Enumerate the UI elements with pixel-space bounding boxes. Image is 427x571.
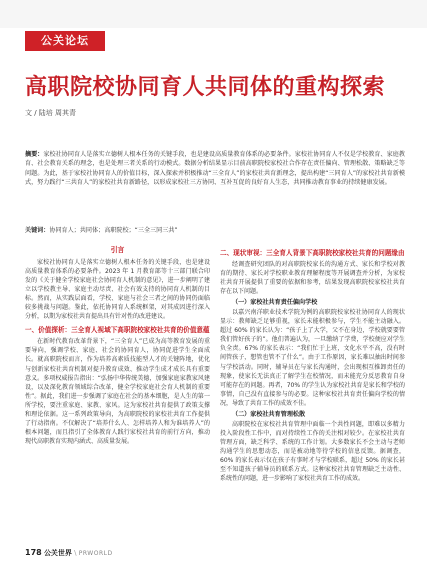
- magazine-name: 公关世界: [43, 549, 72, 557]
- section-2-2-heading: （二）家校社共育管理松散: [232, 410, 306, 418]
- section-2-1-paragraph: 以嘉兴南洋职业技术学院为例的高职院校家校社协同育人的现状显示：教师缺乏足够重视，家长未能积极参与，学生不能主动融入。超过 60% 的家长认为：“孩子上了大学，父不在身边，学校就要要管我们管好孩子的”。他们普遍认为，一旦缴纳了学费，学校便应对学生负全责。67% 的家长表示：“我们忙于上班，文化水平不高，没有时间管孩子，想管也管不了什么”。由于工作原因，家长难以抽出时间参与学校活动。同时，辅导员在与家长沟通时，会出现相互推卸责任的现象，使家长无法真正了解学生在校情况，而未能充分反思教育自身可能存在的问题。再者，70% 的学生认为家校社共育是家长和学校的事情，自己没有直接参与的必要。这种家校社共育责任偏向学校的情况，导致了共育工作的成效不佳。: [220, 309, 405, 407]
- keywords: [25, 225, 405, 234]
- page-footer: [25, 548, 113, 558]
- section-1-heading: 一、价值探析：三全育人视域下高职院校家校社共育的价值意蕴: [25, 326, 210, 335]
- footer-separator: \: [74, 549, 77, 557]
- section-2-heading: 二、现状审视：三全育人背景下高职院校家校社共育的问题缘由: [220, 249, 405, 257]
- section-2-2-paragraph: 高职院校在家校社共育管理中面临一个共性问题，即难以多精力投入阶段性工作中，而对持续性工作的关注相对较少。在家校社共育管理方面，缺乏科学、系统的工作计划。大多数家长不会主动与老师沟通学生的思想动态，而是被动地等待学校的信息反馈。据调查，60% 的家长表示仅在孩子有事时才与学校联系，超过 50% 的家长甚至不知道孩子辅导员的联系方式。这种家校社共育管理缺乏主动性、系统性的问题，进一步影响了家校社共育工作的成效。: [220, 420, 405, 483]
- section-tag: 公关论坛: [25, 31, 105, 51]
- page-number: 178: [25, 548, 42, 557]
- intro-heading: 引言: [110, 246, 125, 254]
- magazine-name-en: PRWORLD: [78, 550, 113, 557]
- keywords-label: 关键词：: [25, 227, 50, 234]
- column-right: [220, 244, 405, 483]
- abstract-label: 摘要：: [25, 151, 44, 158]
- abstract: [25, 150, 405, 188]
- header-band: [0, 0, 427, 28]
- section-2-1-heading: （一）家校社共育责任偏向学校: [232, 299, 318, 307]
- article-authors: 文 / 陆培 周其青: [25, 109, 77, 117]
- abstract-text: 家校社协同育人是落实立德树人根本任务的关键手段，也是建设高质量教育体系的必要条件。家校社协同育人不仅是学校教育、家庭教育、社会教育关系的理念，也是处理三者关系的行动模式。数据分析结果显示目前高职院校家校社合作存在责任偏向、管理松散、策略缺乏等问题。为此，基于家校社协同育人的价值目标，深入探索并积极推动“三全育人”的家校社共育新理念，提出构建“三同育人”的家校社共育新模式，努力践行“三共育人”的家校社共育新路径，以形成家校社三方协同、互补互促的良好育人生态，共同推动教育事业的持续健康发展。: [25, 151, 406, 187]
- section-2-paragraph: 经调查研究团队的对高职院校家长的沟通方式、家长和学校对教育的期待、家长对学校职业教育理解程度等开展调查并分析，为家校社共育开展提供了重要的依据和参考，结果发现高职院校家校社共育存在以下问题。: [220, 261, 405, 296]
- section-1-paragraph: 在新时代教育改革背景下，“三全育人”已成为高等教育发展的重要导向，强调学校、家庭、社会的协同育人，协同促进学生全面成长。就高职院校而言，作为培养高素质技能型人才的关键阵地，优化与创新家校社共育机制对提升教育成效、推动学生成才成长具有重要意义。多项权威报告指出：“弘扬中华传统美德，加强家庭家教家风建设，以及深化教育领域综合改革，健全学校家庭社会育人机制的重要性”。据此，我们进一步强调了家庭在社会的基本细胞，是人生的第一所学校，要注重家庭、家教、家风。这为家校社共育提供了政策支撑和理论依据。这一系列政策导向，为高职院校的家校社共育工作提供了行动指南。不仅解决了“培养什么人、怎样培养人和为谁培养人”的根本问题，而且指引了全体教育人践行家校社共育的前行方向，推动现代高职教育实现内涵式、高质量发展。: [25, 338, 210, 445]
- intro-paragraph: 家校社协同育人是落实立德树人根本任务的关键手段，也是建设高质量教育体系的必要条件。2023 年 1 月教育部等十三部门联合印发的《关于健全学校家庭社会协同育人机制的意见》，进一步阐明了建立以学校教主导、家庭主动尽责、社会有效支持的协同育人机制的目标。然而，从实践层面看，学校、家庭与社会三者之间的协同仍面临较多挑战与问题。鉴此，依托协同育人系统框架，对其成因进行深入分析，以期为家校社共育提出具有针对性的改进建议。: [25, 259, 210, 321]
- article-title: 高职院校协同育人共同体的重构探索: [25, 75, 386, 100]
- keywords-text: 协同育人；共同体；高职院校；“三全三同三共”: [49, 227, 178, 234]
- column-left: [25, 244, 210, 446]
